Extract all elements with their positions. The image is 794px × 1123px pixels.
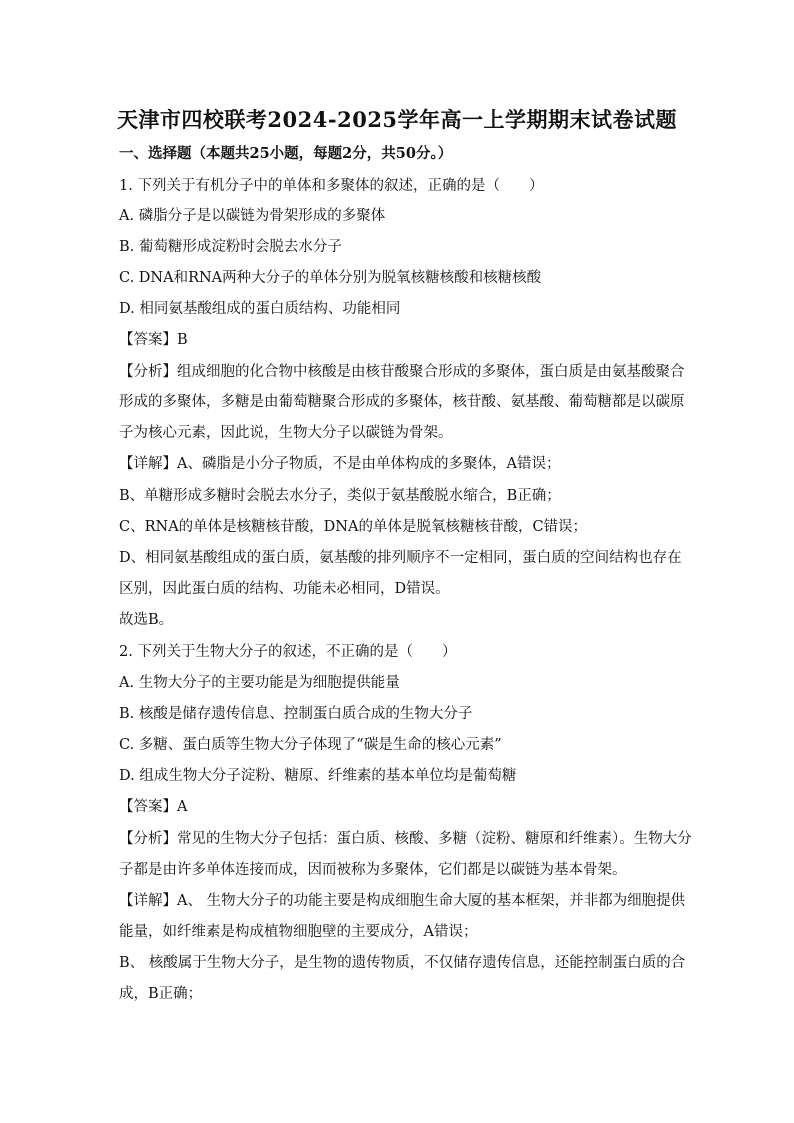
- question-2-explanation: 能量，如纤维素是构成植物细胞壁的主要成分，A错误；: [119, 924, 478, 940]
- question-2-analysis: 子都是由许多单体连接而成，因而被称为多聚体，它们都是以碳链为基本骨架。: [119, 862, 627, 878]
- question-1-option-b: B. 葡萄糖形成淀粉时会脱去水分子: [119, 239, 342, 255]
- question-1-analysis: 子为核心元素，因此说，生物大分子以碳链为骨架。: [119, 425, 453, 441]
- question-1-explanation: C、RNA的单体是核糖核苷酸，DNA的单体是脱氧核糖核苷酸，C错误；: [119, 519, 588, 535]
- question-2-option-c: C. 多糖、蛋白质等生物大分子体现了“碳是生命的核心元素”: [119, 737, 502, 753]
- question-1-answer: 【答案】B: [119, 332, 188, 348]
- question-1-explanation: 【详解】A、磷脂是小分子物质，不是由单体构成的多聚体，A错误；: [119, 456, 561, 472]
- question-2-option-a: A. 生物大分子的主要功能是为细胞提供能量: [119, 675, 400, 691]
- question-2-answer: 【答案】A: [119, 799, 188, 815]
- question-1-analysis: 【分析】组成细胞的化合物中核酸是由核苷酸聚合形成的多聚体，蛋白质是由氨基酸聚合: [119, 364, 685, 380]
- document-title: 天津市四校联考2024-2025学年高一上学期期末试卷试题: [116, 107, 678, 132]
- question-1-option-a: A. 磷脂分子是以碳链为骨架形成的多聚体: [119, 208, 386, 224]
- question-2-explanation: B、 核酸属于生物大分子，是生物的遗传物质，不仅储存遗传信息，还能控制蛋白质的合: [119, 955, 686, 971]
- question-1-stem: 1. 下列关于有机分子中的单体和多聚体的叙述，正确的是（ ）: [119, 178, 544, 194]
- question-1-analysis: 形成的多聚体，多糖是由葡萄糖聚合形成的多聚体，核苷酸、氨基酸、葡萄糖都是以碳原: [119, 394, 685, 410]
- question-2-option-d: D. 组成生物大分子淀粉、糖原、纤维素的基本单位均是葡萄糖: [119, 768, 517, 784]
- section-heading: 一、选择题（本题共25小题，每题2分，共50分。）: [119, 145, 453, 162]
- question-2-analysis: 【分析】常见的生物大分子包括：蛋白质、核酸、多糖（淀粉、糖原和纤维素）。生物大分: [119, 831, 692, 847]
- question-2-explanation: 【详解】A、 生物大分子的功能主要是构成细胞生命大厦的基本框架，并非都为细胞提供: [119, 893, 686, 909]
- question-2-stem: 2. 下列关于生物大分子的叙述，不正确的是（ ）: [119, 644, 457, 660]
- question-2-explanation: 成，B正确；: [119, 986, 203, 1002]
- question-2-option-b: B. 核酸是储存遗传信息、控制蛋白质合成的生物大分子: [119, 706, 473, 722]
- question-1-choice: 故选B。: [119, 612, 174, 628]
- question-1-explanation: B、单糖形成多糖时会脱去水分子，类似于氨基酸脱水缩合，B正确；: [119, 488, 561, 504]
- question-1-option-d: D. 相同氨基酸组成的蛋白质结构、功能相同: [119, 301, 401, 317]
- question-1-option-c: C. DNA和RNA两种大分子的单体分别为脱氧核糖核酸和核糖核酸: [119, 270, 542, 286]
- question-1-explanation: D、相同氨基酸组成的蛋白质，氨基酸的排列顺序不一定相同，蛋白质的空间结构也存在: [119, 550, 682, 566]
- question-1-explanation: 区别，因此蛋白质的结构、功能未必相同，D错误。: [119, 581, 450, 597]
